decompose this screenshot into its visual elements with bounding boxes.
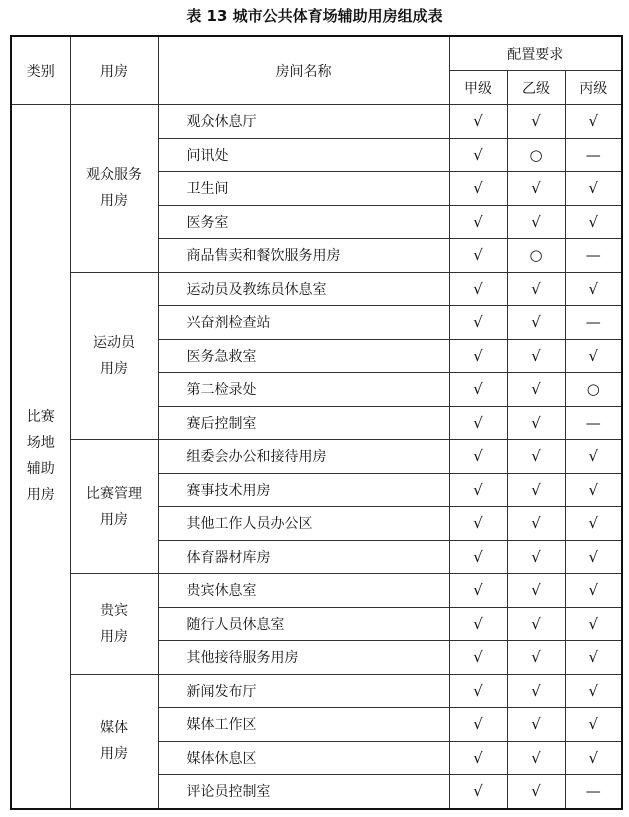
requirement-mark-grade-c: — — [565, 775, 622, 809]
requirement-mark-grade-c: √ — [565, 574, 622, 608]
usage-group-label-line: 比赛管理 — [86, 485, 142, 502]
requirement-mark-grade-a: √ — [449, 172, 507, 206]
requirement-mark-grade-b: √ — [507, 473, 565, 507]
room-name-cell: 第二检录处 — [158, 373, 449, 407]
room-name-cell: 观众休息厅 — [158, 105, 449, 139]
requirement-mark-grade-c: √ — [565, 339, 622, 373]
room-name-cell: 卫生间 — [158, 172, 449, 206]
requirement-mark-grade-a: √ — [449, 239, 507, 273]
usage-group-label-line: 用房 — [100, 746, 128, 762]
requirement-mark-grade-a: √ — [449, 641, 507, 675]
requirement-mark-grade-a: √ — [449, 607, 507, 641]
room-name-cell: 其他工作人员办公区 — [158, 507, 449, 541]
requirement-mark-grade-a: √ — [449, 741, 507, 775]
requirement-mark-grade-c: √ — [565, 205, 622, 239]
requirement-mark-grade-b: √ — [507, 406, 565, 440]
category-label-line: 比赛 — [26, 409, 55, 426]
requirement-mark-grade-a: √ — [449, 105, 507, 139]
requirement-mark-grade-c: √ — [565, 172, 622, 206]
room-name-cell: 医务急救室 — [158, 339, 449, 373]
table-row — [11, 440, 622, 474]
usage-group-label-line: 用房 — [100, 193, 128, 210]
header-usage: 用房 — [70, 36, 158, 105]
auxiliary-rooms-table — [10, 35, 623, 810]
header-config-requirements: 配置要求 — [449, 36, 622, 71]
table-body — [11, 105, 622, 809]
requirement-mark-grade-c: √ — [565, 473, 622, 507]
requirement-mark-grade-c: √ — [565, 105, 622, 139]
requirement-mark-grade-a: √ — [449, 775, 507, 809]
room-name-cell: 随行人员休息室 — [158, 607, 449, 641]
requirement-mark-grade-b: √ — [507, 741, 565, 775]
usage-group-cell — [70, 674, 158, 809]
requirement-mark-grade-b: √ — [507, 507, 565, 541]
requirement-mark-grade-b: √ — [507, 339, 565, 373]
room-name-cell: 商品售卖和餐饮服务用房 — [158, 239, 449, 273]
room-name-cell: 兴奋剂检查站 — [158, 306, 449, 340]
requirement-mark-grade-b: √ — [507, 775, 565, 809]
requirement-mark-grade-c: √ — [565, 440, 622, 474]
requirement-mark-grade-a: √ — [449, 574, 507, 608]
requirement-mark-grade-a: √ — [449, 507, 507, 541]
category-cell — [11, 105, 70, 809]
room-name-cell: 赛后控制室 — [158, 406, 449, 440]
requirement-mark-grade-c: √ — [565, 741, 622, 775]
requirement-mark-grade-a: √ — [449, 674, 507, 708]
requirement-mark-grade-b: √ — [507, 708, 565, 742]
table-row — [11, 574, 622, 608]
header-category: 类别 — [11, 36, 70, 105]
requirement-mark-grade-a: √ — [449, 138, 507, 172]
header-grade-c: 丙级 — [565, 71, 622, 105]
requirement-mark-grade-b: √ — [507, 272, 565, 306]
usage-group-label-line: 媒体 — [100, 720, 128, 736]
room-name-cell: 贵宾休息室 — [158, 574, 449, 608]
usage-group-cell — [70, 574, 158, 675]
usage-group-label-line: 用房 — [100, 628, 128, 645]
requirement-mark-grade-c: — — [565, 239, 622, 273]
requirement-mark-grade-a: √ — [449, 272, 507, 306]
room-name-cell: 媒体工作区 — [158, 708, 449, 742]
table-row — [11, 272, 622, 306]
category-label-line: 用房 — [26, 487, 55, 504]
requirement-mark-grade-b: √ — [507, 607, 565, 641]
requirement-mark-grade-c: √ — [565, 708, 622, 742]
header-room-name: 房间名称 — [158, 36, 449, 105]
usage-group-label-line: 用房 — [100, 360, 128, 377]
requirement-mark-grade-a: √ — [449, 440, 507, 474]
requirement-mark-grade-c: — — [565, 406, 622, 440]
requirement-mark-grade-a: √ — [449, 540, 507, 574]
table-row — [11, 105, 622, 139]
room-name-cell: 运动员及教练员休息室 — [158, 272, 449, 306]
usage-group-label-line: 观众服务 — [86, 167, 142, 184]
requirement-mark-grade-c: √ — [565, 607, 622, 641]
requirement-mark-grade-a: √ — [449, 708, 507, 742]
room-name-cell: 医务室 — [158, 205, 449, 239]
requirement-mark-grade-b: √ — [507, 373, 565, 407]
usage-group-label-line: 贵宾 — [100, 602, 128, 619]
room-name-cell: 评论员控制室 — [158, 775, 449, 809]
requirement-mark-grade-c: √ — [565, 507, 622, 541]
requirement-mark-grade-b: √ — [507, 674, 565, 708]
usage-group-cell — [70, 440, 158, 574]
requirement-mark-grade-c: √ — [565, 641, 622, 675]
header-grade-a: 甲级 — [449, 71, 507, 105]
table-title: 表 13 城市公共体育场辅助用房组成表 — [186, 7, 443, 25]
requirement-mark-grade-b: √ — [507, 172, 565, 206]
room-name-cell: 媒体休息区 — [158, 741, 449, 775]
header-grade-b: 乙级 — [507, 71, 565, 105]
category-label-line: 辅助 — [26, 461, 55, 478]
requirement-mark-grade-a: √ — [449, 339, 507, 373]
requirement-mark-grade-c: — — [565, 138, 622, 172]
usage-group-label-line: 运动员 — [93, 334, 135, 351]
usage-group-cell — [70, 105, 158, 273]
requirement-mark-grade-b: √ — [507, 105, 565, 139]
requirement-mark-grade-c: √ — [565, 272, 622, 306]
requirement-mark-grade-a: √ — [449, 306, 507, 340]
requirement-mark-grade-c: √ — [565, 540, 622, 574]
usage-group-label-line: 用房 — [100, 511, 128, 528]
requirement-mark-grade-c: ○ — [565, 373, 622, 407]
requirement-mark-grade-a: √ — [449, 473, 507, 507]
requirement-mark-grade-b: √ — [507, 440, 565, 474]
requirement-mark-grade-a: √ — [449, 406, 507, 440]
usage-group-cell — [70, 272, 158, 440]
room-name-cell: 体育器材库房 — [158, 540, 449, 574]
room-name-cell: 赛事技术用房 — [158, 473, 449, 507]
requirement-mark-grade-c: — — [565, 306, 622, 340]
room-name-cell: 问讯处 — [158, 138, 449, 172]
room-name-cell: 新闻发布厅 — [158, 674, 449, 708]
requirement-mark-grade-a: √ — [449, 373, 507, 407]
category-label-line: 场地 — [26, 435, 55, 452]
requirement-mark-grade-a: √ — [449, 205, 507, 239]
table-row — [11, 674, 622, 708]
requirement-mark-grade-c: √ — [565, 674, 622, 708]
requirement-mark-grade-b: √ — [507, 540, 565, 574]
requirement-mark-grade-b: √ — [507, 574, 565, 608]
requirement-mark-grade-b: ○ — [507, 239, 565, 273]
requirement-mark-grade-b: √ — [507, 205, 565, 239]
requirement-mark-grade-b: ○ — [507, 138, 565, 172]
room-name-cell: 其他接待服务用房 — [158, 641, 449, 675]
room-name-cell: 组委会办公和接待用房 — [158, 440, 449, 474]
requirement-mark-grade-b: √ — [507, 306, 565, 340]
requirement-mark-grade-b: √ — [507, 641, 565, 675]
